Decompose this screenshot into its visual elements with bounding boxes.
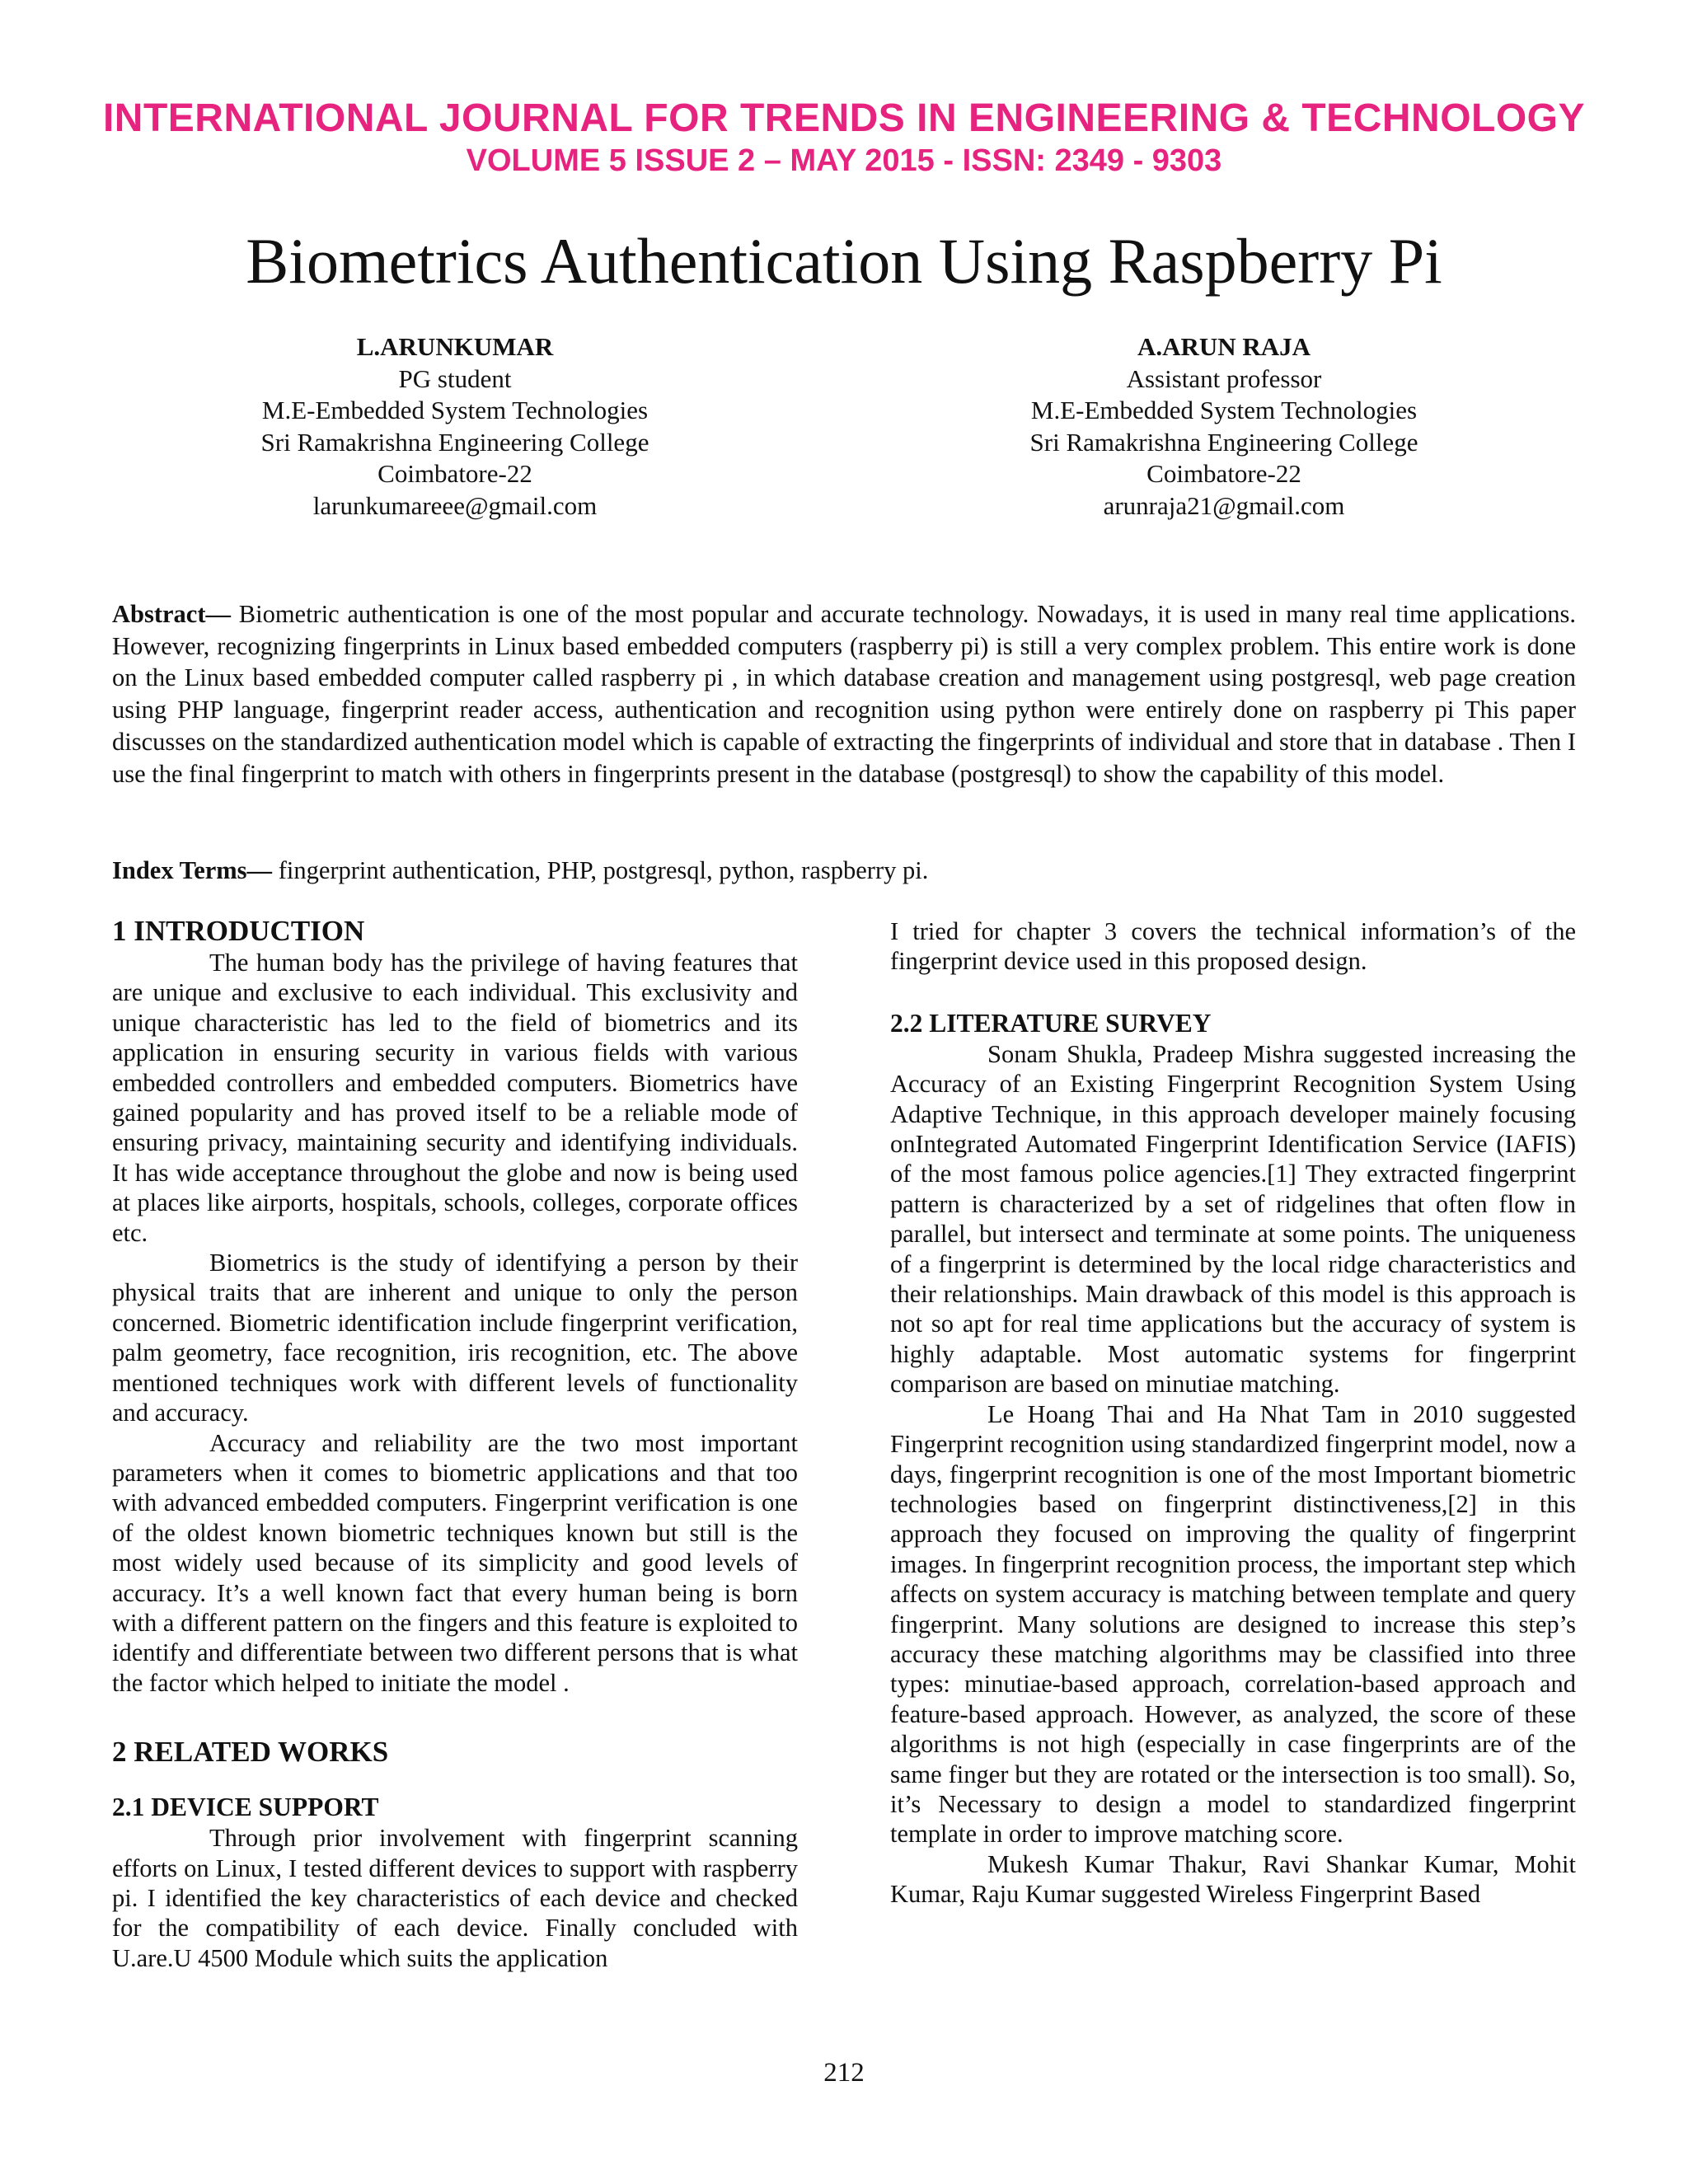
author-college: Sri Ramakrishna Engineering College xyxy=(1029,427,1418,457)
author-role: Assistant professor xyxy=(1126,363,1322,393)
paragraph: Through prior involvement with fingerprint scanning efforts on Linux, I tested different devices to support with raspberry pi. I identified the key characteristics of each device and checked for the compatibility of each device. Finally concluded with U.are.U 4500 Module which suits the application xyxy=(112,1824,798,1972)
paragraph: Sonam Shukla, Pradeep Mishra suggested increasing the Accuracy of an Existing Fingerprint Recognition System Using Adaptive Technique, in this approach developer mainely focusing onIntegrated Automated Fingerprint Identification Service (IAFIS) of the most famous police agencies.[1] They extracted fingerprint pattern is characterized by a set of ridgelines that often flow in parallel, but intersect and terminate at some points. The uniqueness of a fingerprint is determined by the local ridge characteristics and their relationships. Main drawback of this model is this approach is not so apt for real time applications but the accuracy of system is highly adaptable. Most automatic systems for fingerprint comparison are based on minutiae matching. xyxy=(890,1039,1576,1399)
index-terms-text: fingerprint authentication, PHP, postgresql, python, raspberry pi. xyxy=(272,856,929,884)
journal-name: INTERNATIONAL JOURNAL FOR TRENDS IN ENGINEERING & TECHNOLOGY xyxy=(102,96,1586,140)
left-column xyxy=(112,915,798,1973)
author-city: Coimbatore-22 xyxy=(377,459,532,488)
abstract xyxy=(112,598,1576,790)
paragraph: Mukesh Kumar Thakur, Ravi Shankar Kumar, Mohit Kumar, Raju Kumar suggested Wireless Fingerprint Based xyxy=(890,1849,1576,1909)
author-block-2 xyxy=(911,331,1537,522)
subsection-heading: 2.1 DEVICE SUPPORT xyxy=(112,1793,379,1822)
author-name: A.ARUN RAJA xyxy=(1137,332,1311,361)
author-name: L.ARUNKUMAR xyxy=(356,332,554,361)
index-terms-label: Index Terms— xyxy=(112,856,273,884)
author-college: Sri Ramakrishna Engineering College xyxy=(260,427,649,457)
journal-volume: VOLUME 5 ISSUE 2 – MAY 2015 - ISSN: 2349 - 9303 xyxy=(466,143,1222,178)
author-city: Coimbatore-22 xyxy=(1146,459,1301,488)
index-terms xyxy=(112,856,1576,885)
paragraph: I tried for chapter 3 covers the technical information’s of the fingerprint device used in this proposed design. xyxy=(890,917,1576,976)
page-number: 212 xyxy=(823,2058,865,2088)
paragraph: Le Hoang Thai and Ha Nhat Tam in 2010 suggested Fingerprint recognition using standardized fingerprint model, now a days, fingerprint recognition is one of the most Important biometric technologies based on fingerprint distinctiveness,[2] in this approach they focused on improving the quality of fingerprint images. In fingerprint recognition process, the important step which affects on system accuracy is matching between template and query fingerprint. Many solutions are designed to increase this step’s accuracy these matching algorithms may be classified into three types: minutiae-based approach, correlation-based approach and feature-based approach. However, as analyzed, the score of these algorithms is not high (especially in case fingerprints are of the same finger but they are rotated or the intersection is too small). So, it’s Necessary to design a model to standardized fingerprint template in order to improve matching score. xyxy=(890,1399,1576,1849)
author-block-1 xyxy=(142,331,768,522)
paper-title: Biometrics Authentication Using Raspberry Pi xyxy=(246,225,1442,297)
author-email: arunraja21@gmail.com xyxy=(1103,490,1345,520)
abstract-label: Abstract— xyxy=(112,600,231,628)
subsection-heading: 2.2 LITERATURE SURVEY xyxy=(890,1008,1212,1038)
author-role: PG student xyxy=(398,363,512,393)
author-email: larunkumareee@gmail.com xyxy=(312,490,598,520)
section-heading: 1 INTRODUCTION xyxy=(112,915,365,947)
paragraph: The human body has the privilege of having features that are unique and exclusive to each individual. This exclusivity and unique characteristic has led to the field of biometrics and its application in ensuring security in various fields with various embedded controllers and embedded computers. Biometrics have gained popularity and has proved itself to be a reliable mode of ensuring privacy, maintaining security and identifying individuals. It has wide acceptance throughout the globe and now is being used at places like airports, hospitals, schools, colleges, corporate offices etc. xyxy=(112,949,798,1247)
abstract-text: Biometric authentication is one of the most popular and accurate technology. Nowadays, it is used in many real time applications. However, recognizing fingerprints in Linux based embedded computers (raspberry pi) is still a very complex problem. This entire work is done on the Linux based embedded computer called raspberry pi , in which database creation and management using postgresql, web page creation using PHP language, fingerprint reader access, authentication and recognition using python were entirely done on raspberry pi This paper discusses on the standardized authentication model which is capable of extracting the fingerprints of individual and store that in database . Then I use the final fingerprint to match with others in fingerprints present in the database (postgresql) to show the capability of this model. xyxy=(112,600,1576,788)
paragraph: Accuracy and reliability are the two most important parameters when it comes to biometric applications and that too with advanced embedded computers. Fingerprint verification is one of the oldest known biometric techniques known but still is the most widely used because of its simplicity and good levels of accuracy. It’s a well known fact that every human being is born with a different pattern on the fingers and this feature is exploited to identify and differentiate between two different persons that is what the factor which helped to initiate the model . xyxy=(112,1428,798,1697)
author-dept: M.E-Embedded System Technologies xyxy=(1030,396,1418,424)
author-dept: M.E-Embedded System Technologies xyxy=(261,396,649,424)
paragraph: Biometrics is the study of identifying a person by their physical traits that are inherent and unique to only the person concerned. Biometric identification include fingerprint verification, palm geometry, face recognition, iris recognition, etc. The above mentioned techniques work with different levels of functionality and accuracy. xyxy=(112,1249,798,1427)
right-column xyxy=(890,916,1576,1910)
section-heading: 2 RELATED WORKS xyxy=(112,1736,389,1769)
